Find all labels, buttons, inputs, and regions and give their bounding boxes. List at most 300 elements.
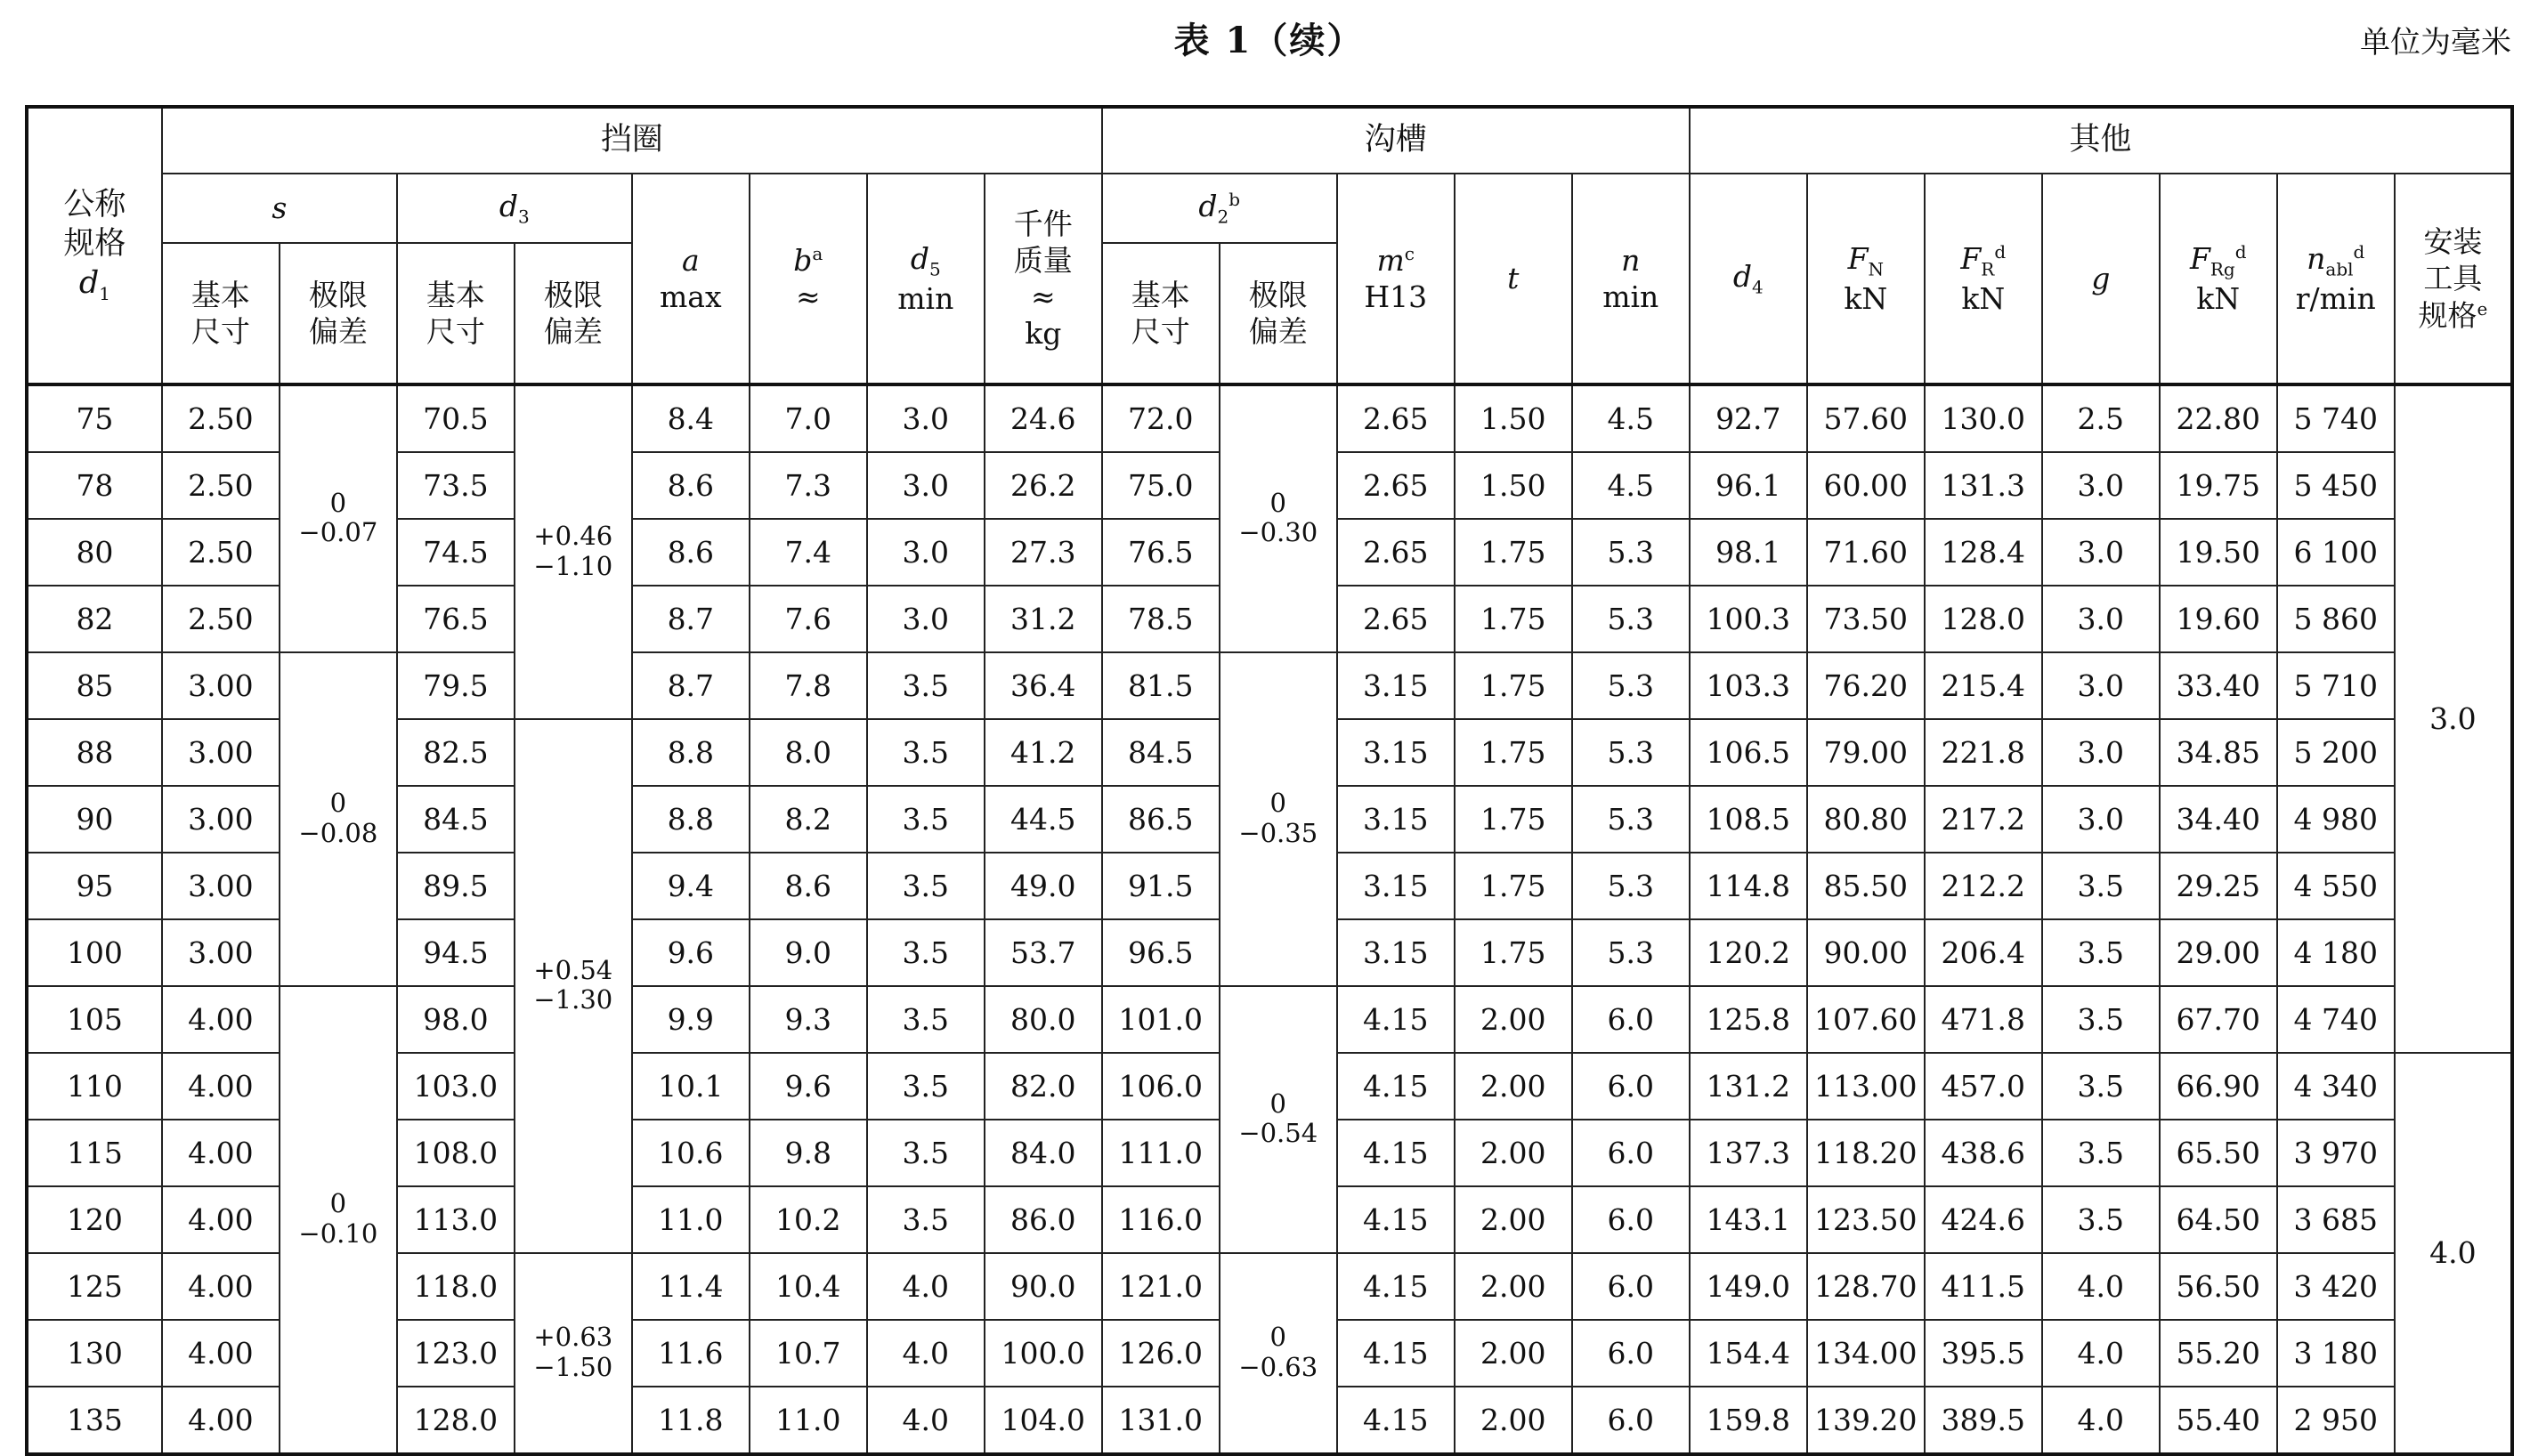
cell-t: 2.00 <box>1455 1120 1572 1186</box>
cell-t: 2.00 <box>1455 1320 1572 1387</box>
cell-d4: 154.4 <box>1690 1320 1807 1387</box>
header-d2-basic: 基本 尺寸 <box>1102 243 1220 384</box>
cell-fr: 395.5 <box>1925 1320 2042 1387</box>
cell-s-basic: 3.00 <box>162 652 280 719</box>
cell-g: 3.5 <box>2042 986 2160 1053</box>
cell-n: 5.3 <box>1572 586 1690 652</box>
cell-d1: 130 <box>27 1320 162 1387</box>
cell-fn: 113.00 <box>1807 1053 1925 1120</box>
cell-b: 10.2 <box>750 1186 867 1253</box>
cell-t: 1.75 <box>1455 719 1572 786</box>
header-nominal: 公称 规格 $d_1$ <box>27 107 162 384</box>
cell-m: 2.65 <box>1337 384 1455 452</box>
cell-n: 5.3 <box>1572 786 1690 853</box>
cell-nabl: 4 740 <box>2277 986 2395 1053</box>
cell-a: 10.6 <box>632 1120 750 1186</box>
cell-s-basic: 2.50 <box>162 452 280 519</box>
cell-d3-basic: 79.5 <box>397 652 515 719</box>
cell-fn: 79.00 <box>1807 719 1925 786</box>
cell-s-tolerance: 0 −0.07 <box>280 384 397 652</box>
cell-d3-tolerance: +0.46 −1.10 <box>515 384 632 719</box>
cell-t: 2.00 <box>1455 1253 1572 1320</box>
cell-g: 2.5 <box>2042 384 2160 452</box>
cell-mass: 86.0 <box>985 1186 1102 1253</box>
cell-frg: 19.75 <box>2160 452 2277 519</box>
cell-d4: 100.3 <box>1690 586 1807 652</box>
cell-t: 2.00 <box>1455 1387 1572 1454</box>
header-s: s <box>162 174 397 243</box>
cell-d2-basic: 78.5 <box>1102 586 1220 652</box>
cell-d2-basic: 75.0 <box>1102 452 1220 519</box>
cell-fr: 128.0 <box>1925 586 2042 652</box>
cell-t: 1.50 <box>1455 452 1572 519</box>
cell-s-basic: 2.50 <box>162 519 280 586</box>
cell-g: 4.0 <box>2042 1253 2160 1320</box>
cell-d3-basic: 73.5 <box>397 452 515 519</box>
cell-s-basic: 4.00 <box>162 1387 280 1454</box>
cell-n: 6.0 <box>1572 1320 1690 1387</box>
cell-m: 2.65 <box>1337 452 1455 519</box>
cell-m: 2.65 <box>1337 519 1455 586</box>
cell-d2-basic: 91.5 <box>1102 853 1220 919</box>
cell-fr: 215.4 <box>1925 652 2042 719</box>
cell-d4: 120.2 <box>1690 919 1807 986</box>
cell-s-tolerance: 0 −0.08 <box>280 652 397 986</box>
cell-fr: 471.8 <box>1925 986 2042 1053</box>
header-s-limit: 极限 偏差 <box>280 243 397 384</box>
cell-n: 5.3 <box>1572 652 1690 719</box>
cell-nabl: 4 980 <box>2277 786 2395 853</box>
cell-frg: 19.60 <box>2160 586 2277 652</box>
cell-mass: 100.0 <box>985 1320 1102 1387</box>
header-d3: $d_3$ <box>397 174 632 243</box>
cell-d1: 80 <box>27 519 162 586</box>
cell-a: 9.9 <box>632 986 750 1053</box>
cell-d2-basic: 106.0 <box>1102 1053 1220 1120</box>
cell-g: 3.0 <box>2042 786 2160 853</box>
cell-d2-basic: 126.0 <box>1102 1320 1220 1387</box>
cell-frg: 55.40 <box>2160 1387 2277 1454</box>
cell-b: 7.4 <box>750 519 867 586</box>
cell-mass: 84.0 <box>985 1120 1102 1186</box>
cell-d3-basic: 113.0 <box>397 1186 515 1253</box>
cell-a: 10.1 <box>632 1053 750 1120</box>
cell-n: 5.3 <box>1572 719 1690 786</box>
table-row <box>27 986 2512 1053</box>
cell-d2-tolerance: 0 −0.30 <box>1220 384 1337 652</box>
header-fr: $F_R^d$ kN <box>1925 174 2042 384</box>
cell-fr: 457.0 <box>1925 1053 2042 1120</box>
cell-d4: 143.1 <box>1690 1186 1807 1253</box>
cell-n: 5.3 <box>1572 519 1690 586</box>
cell-d2-basic: 84.5 <box>1102 719 1220 786</box>
cell-t: 1.75 <box>1455 919 1572 986</box>
cell-a: 8.6 <box>632 452 750 519</box>
cell-n: 5.3 <box>1572 919 1690 986</box>
cell-d5: 4.0 <box>867 1320 985 1387</box>
cell-d5: 3.5 <box>867 719 985 786</box>
cell-tool: 4.0 <box>2395 1053 2512 1454</box>
cell-b: 7.0 <box>750 384 867 452</box>
cell-d2-tolerance: 0 −0.63 <box>1220 1253 1337 1454</box>
cell-b: 7.3 <box>750 452 867 519</box>
header-d3-basic: 基本 尺寸 <box>397 243 515 384</box>
cell-t: 1.75 <box>1455 519 1572 586</box>
cell-a: 8.7 <box>632 586 750 652</box>
cell-m: 4.15 <box>1337 1387 1455 1454</box>
cell-fn: 134.00 <box>1807 1320 1925 1387</box>
cell-fr: 217.2 <box>1925 786 2042 853</box>
cell-d1: 88 <box>27 719 162 786</box>
cell-d2-tolerance: 0 −0.54 <box>1220 986 1337 1253</box>
cell-d1: 95 <box>27 853 162 919</box>
cell-tool: 3.0 <box>2395 384 2512 1053</box>
cell-d5: 3.5 <box>867 652 985 719</box>
header-n: n min <box>1572 174 1690 384</box>
table-body <box>27 384 2512 1454</box>
cell-b: 11.0 <box>750 1387 867 1454</box>
cell-t: 2.00 <box>1455 986 1572 1053</box>
cell-g: 3.0 <box>2042 586 2160 652</box>
cell-b: 7.8 <box>750 652 867 719</box>
cell-fr: 221.8 <box>1925 719 2042 786</box>
cell-d1: 115 <box>27 1120 162 1186</box>
cell-d5: 3.0 <box>867 519 985 586</box>
cell-d4: 137.3 <box>1690 1120 1807 1186</box>
cell-fr: 411.5 <box>1925 1253 2042 1320</box>
cell-d3-basic: 84.5 <box>397 786 515 853</box>
cell-mass: 26.2 <box>985 452 1102 519</box>
cell-s-basic: 2.50 <box>162 586 280 652</box>
cell-fn: 128.70 <box>1807 1253 1925 1320</box>
table-row <box>27 1253 2512 1320</box>
cell-nabl: 5 710 <box>2277 652 2395 719</box>
cell-d3-basic: 103.0 <box>397 1053 515 1120</box>
cell-d3-basic: 123.0 <box>397 1320 515 1387</box>
cell-b: 8.6 <box>750 853 867 919</box>
cell-fn: 71.60 <box>1807 519 1925 586</box>
cell-d1: 120 <box>27 1186 162 1253</box>
cell-m: 3.15 <box>1337 719 1455 786</box>
cell-frg: 22.80 <box>2160 384 2277 452</box>
cell-d1: 125 <box>27 1253 162 1320</box>
cell-g: 3.0 <box>2042 519 2160 586</box>
cell-g: 3.0 <box>2042 452 2160 519</box>
cell-a: 8.8 <box>632 719 750 786</box>
cell-t: 1.75 <box>1455 586 1572 652</box>
header-d3-limit: 极限 偏差 <box>515 243 632 384</box>
cell-d5: 3.5 <box>867 1120 985 1186</box>
cell-b: 9.8 <box>750 1120 867 1186</box>
cell-nabl: 3 685 <box>2277 1186 2395 1253</box>
header-d4: $d_4$ <box>1690 174 1807 384</box>
cell-d4: 106.5 <box>1690 719 1807 786</box>
cell-fn: 76.20 <box>1807 652 1925 719</box>
unit-note: 单位为毫米 <box>2360 25 2511 61</box>
cell-d2-tolerance: 0 −0.35 <box>1220 652 1337 986</box>
header-a: a max <box>632 174 750 384</box>
cell-d3-basic: 108.0 <box>397 1120 515 1186</box>
cell-nabl: 3 180 <box>2277 1320 2395 1387</box>
cell-nabl: 4 180 <box>2277 919 2395 986</box>
cell-frg: 19.50 <box>2160 519 2277 586</box>
cell-d3-basic: 76.5 <box>397 586 515 652</box>
cell-mass: 27.3 <box>985 519 1102 586</box>
cell-d3-basic: 94.5 <box>397 919 515 986</box>
cell-d4: 149.0 <box>1690 1253 1807 1320</box>
table-row <box>27 384 2512 452</box>
cell-mass: 31.2 <box>985 586 1102 652</box>
cell-mass: 53.7 <box>985 919 1102 986</box>
cell-frg: 29.00 <box>2160 919 2277 986</box>
group-retaining-ring: 挡圈 <box>162 107 1102 174</box>
cell-d3-basic: 74.5 <box>397 519 515 586</box>
cell-t: 1.50 <box>1455 384 1572 452</box>
cell-s-basic: 4.00 <box>162 1053 280 1120</box>
cell-frg: 66.90 <box>2160 1053 2277 1120</box>
cell-b: 9.0 <box>750 919 867 986</box>
cell-m: 3.15 <box>1337 853 1455 919</box>
cell-m: 4.15 <box>1337 1186 1455 1253</box>
cell-mass: 36.4 <box>985 652 1102 719</box>
cell-frg: 33.40 <box>2160 652 2277 719</box>
cell-fn: 107.60 <box>1807 986 1925 1053</box>
cell-a: 8.7 <box>632 652 750 719</box>
cell-g: 3.0 <box>2042 652 2160 719</box>
cell-m: 2.65 <box>1337 586 1455 652</box>
cell-d2-basic: 101.0 <box>1102 986 1220 1053</box>
cell-s-basic: 3.00 <box>162 719 280 786</box>
cell-d5: 3.5 <box>867 786 985 853</box>
cell-mass: 104.0 <box>985 1387 1102 1454</box>
cell-fn: 123.50 <box>1807 1186 1925 1253</box>
cell-d4: 108.5 <box>1690 786 1807 853</box>
cell-nabl: 6 100 <box>2277 519 2395 586</box>
cell-d3-basic: 70.5 <box>397 384 515 452</box>
header-g: g <box>2042 174 2160 384</box>
cell-nabl: 5 450 <box>2277 452 2395 519</box>
cell-s-basic: 4.00 <box>162 1120 280 1186</box>
cell-d5: 3.0 <box>867 452 985 519</box>
cell-fr: 212.2 <box>1925 853 2042 919</box>
cell-d4: 114.8 <box>1690 853 1807 919</box>
cell-s-basic: 3.00 <box>162 786 280 853</box>
header-d2: $d_2^b$ <box>1102 174 1337 243</box>
group-other: 其他 <box>1690 107 2512 174</box>
cell-nabl: 5 860 <box>2277 586 2395 652</box>
header-b: $b^a$ ≈ <box>750 174 867 384</box>
cell-d2-basic: 72.0 <box>1102 384 1220 452</box>
cell-d2-basic: 76.5 <box>1102 519 1220 586</box>
cell-m: 4.15 <box>1337 1053 1455 1120</box>
cell-d2-basic: 131.0 <box>1102 1387 1220 1454</box>
cell-d1: 105 <box>27 986 162 1053</box>
cell-d1: 85 <box>27 652 162 719</box>
table-caption: 表 1（续） <box>1173 20 1365 61</box>
cell-frg: 56.50 <box>2160 1253 2277 1320</box>
cell-d5: 3.5 <box>867 1053 985 1120</box>
cell-t: 1.75 <box>1455 786 1572 853</box>
cell-n: 6.0 <box>1572 1253 1690 1320</box>
cell-m: 4.15 <box>1337 1120 1455 1186</box>
cell-mass: 82.0 <box>985 1053 1102 1120</box>
cell-d1: 82 <box>27 586 162 652</box>
cell-fn: 90.00 <box>1807 919 1925 986</box>
cell-g: 3.5 <box>2042 853 2160 919</box>
cell-b: 9.3 <box>750 986 867 1053</box>
cell-d5: 3.0 <box>867 384 985 452</box>
cell-mass: 49.0 <box>985 853 1102 919</box>
cell-s-basic: 4.00 <box>162 1320 280 1387</box>
header-d5: $d_5$ min <box>867 174 985 384</box>
cell-d5: 4.0 <box>867 1253 985 1320</box>
cell-n: 6.0 <box>1572 1186 1690 1253</box>
header-tool: 安装 工具 规格$^e$ <box>2395 174 2512 384</box>
cell-m: 4.15 <box>1337 1320 1455 1387</box>
cell-g: 4.0 <box>2042 1387 2160 1454</box>
cell-fn: 57.60 <box>1807 384 1925 452</box>
header-mass: 千件 质量 ≈ kg <box>985 174 1102 384</box>
cell-d2-basic: 86.5 <box>1102 786 1220 853</box>
cell-fr: 438.6 <box>1925 1120 2042 1186</box>
cell-b: 10.4 <box>750 1253 867 1320</box>
cell-d2-basic: 121.0 <box>1102 1253 1220 1320</box>
cell-fn: 73.50 <box>1807 586 1925 652</box>
cell-t: 1.75 <box>1455 853 1572 919</box>
cell-a: 11.8 <box>632 1387 750 1454</box>
cell-d1: 110 <box>27 1053 162 1120</box>
cell-d3-basic: 118.0 <box>397 1253 515 1320</box>
cell-t: 2.00 <box>1455 1053 1572 1120</box>
cell-frg: 34.85 <box>2160 719 2277 786</box>
cell-n: 5.3 <box>1572 853 1690 919</box>
ring-dimension-table <box>25 105 2514 1456</box>
cell-fn: 60.00 <box>1807 452 1925 519</box>
cell-g: 3.5 <box>2042 919 2160 986</box>
cell-d5: 3.5 <box>867 919 985 986</box>
cell-d5: 3.5 <box>867 1186 985 1253</box>
cell-m: 3.15 <box>1337 652 1455 719</box>
cell-d4: 96.1 <box>1690 452 1807 519</box>
cell-frg: 34.40 <box>2160 786 2277 853</box>
cell-d4: 103.3 <box>1690 652 1807 719</box>
cell-fr: 389.5 <box>1925 1387 2042 1454</box>
cell-d3-basic: 82.5 <box>397 719 515 786</box>
table-container <box>25 105 2514 1456</box>
cell-s-basic: 4.00 <box>162 1253 280 1320</box>
cell-fr: 130.0 <box>1925 384 2042 452</box>
table-row <box>27 652 2512 719</box>
cell-s-basic: 2.50 <box>162 384 280 452</box>
cell-s-tolerance: 0 −0.10 <box>280 986 397 1454</box>
cell-d2-basic: 81.5 <box>1102 652 1220 719</box>
cell-nabl: 5 740 <box>2277 384 2395 452</box>
cell-nabl: 3 420 <box>2277 1253 2395 1320</box>
cell-d3-basic: 128.0 <box>397 1387 515 1454</box>
cell-d1: 135 <box>27 1387 162 1454</box>
header-s-basic: 基本 尺寸 <box>162 243 280 384</box>
cell-fn: 118.20 <box>1807 1120 1925 1186</box>
cell-a: 11.4 <box>632 1253 750 1320</box>
cell-d2-basic: 96.5 <box>1102 919 1220 986</box>
cell-d3-tolerance: +0.63 −1.50 <box>515 1253 632 1454</box>
cell-a: 8.4 <box>632 384 750 452</box>
cell-a: 9.4 <box>632 853 750 919</box>
cell-nabl: 2 950 <box>2277 1387 2395 1454</box>
header-frg: $F_{Rg}^d$ kN <box>2160 174 2277 384</box>
cell-d3-basic: 98.0 <box>397 986 515 1053</box>
cell-d4: 92.7 <box>1690 384 1807 452</box>
cell-d3-tolerance: +0.54 −1.30 <box>515 719 632 1253</box>
cell-a: 11.0 <box>632 1186 750 1253</box>
cell-fn: 80.80 <box>1807 786 1925 853</box>
cell-mass: 24.6 <box>985 384 1102 452</box>
cell-g: 4.0 <box>2042 1320 2160 1387</box>
cell-b: 7.6 <box>750 586 867 652</box>
cell-mass: 41.2 <box>985 719 1102 786</box>
cell-m: 4.15 <box>1337 1253 1455 1320</box>
cell-d1: 100 <box>27 919 162 986</box>
header-d2-limit: 极限 偏差 <box>1220 243 1337 384</box>
cell-d5: 4.0 <box>867 1387 985 1454</box>
cell-b: 8.2 <box>750 786 867 853</box>
cell-frg: 64.50 <box>2160 1186 2277 1253</box>
cell-fn: 85.50 <box>1807 853 1925 919</box>
cell-frg: 67.70 <box>2160 986 2277 1053</box>
cell-nabl: 3 970 <box>2277 1120 2395 1186</box>
cell-d1: 78 <box>27 452 162 519</box>
cell-d5: 3.0 <box>867 586 985 652</box>
cell-m: 3.15 <box>1337 919 1455 986</box>
cell-m: 3.15 <box>1337 786 1455 853</box>
cell-frg: 29.25 <box>2160 853 2277 919</box>
cell-d1: 75 <box>27 384 162 452</box>
cell-d5: 3.5 <box>867 853 985 919</box>
header-t: t <box>1455 174 1572 384</box>
cell-g: 3.5 <box>2042 1120 2160 1186</box>
cell-a: 9.6 <box>632 919 750 986</box>
cell-fr: 128.4 <box>1925 519 2042 586</box>
group-groove: 沟槽 <box>1102 107 1690 174</box>
cell-b: 8.0 <box>750 719 867 786</box>
cell-n: 6.0 <box>1572 986 1690 1053</box>
cell-d4: 98.1 <box>1690 519 1807 586</box>
cell-frg: 55.20 <box>2160 1320 2277 1387</box>
cell-mass: 80.0 <box>985 986 1102 1053</box>
cell-fn: 139.20 <box>1807 1387 1925 1454</box>
header-m: $m^c$ H13 <box>1337 174 1455 384</box>
cell-n: 6.0 <box>1572 1387 1690 1454</box>
cell-nabl: 4 340 <box>2277 1053 2395 1120</box>
cell-n: 4.5 <box>1572 384 1690 452</box>
cell-n: 6.0 <box>1572 1120 1690 1186</box>
cell-b: 9.6 <box>750 1053 867 1120</box>
cell-t: 2.00 <box>1455 1186 1572 1253</box>
cell-s-basic: 4.00 <box>162 986 280 1053</box>
cell-a: 11.6 <box>632 1320 750 1387</box>
header-fn: $F_N$ kN <box>1807 174 1925 384</box>
header-nabl: $n_{abl}^d$ r/min <box>2277 174 2395 384</box>
cell-m: 4.15 <box>1337 986 1455 1053</box>
cell-t: 1.75 <box>1455 652 1572 719</box>
cell-s-basic: 3.00 <box>162 919 280 986</box>
cell-n: 4.5 <box>1572 452 1690 519</box>
cell-nabl: 5 200 <box>2277 719 2395 786</box>
cell-a: 8.8 <box>632 786 750 853</box>
cell-d5: 3.5 <box>867 986 985 1053</box>
cell-s-basic: 3.00 <box>162 853 280 919</box>
cell-d3-basic: 89.5 <box>397 853 515 919</box>
